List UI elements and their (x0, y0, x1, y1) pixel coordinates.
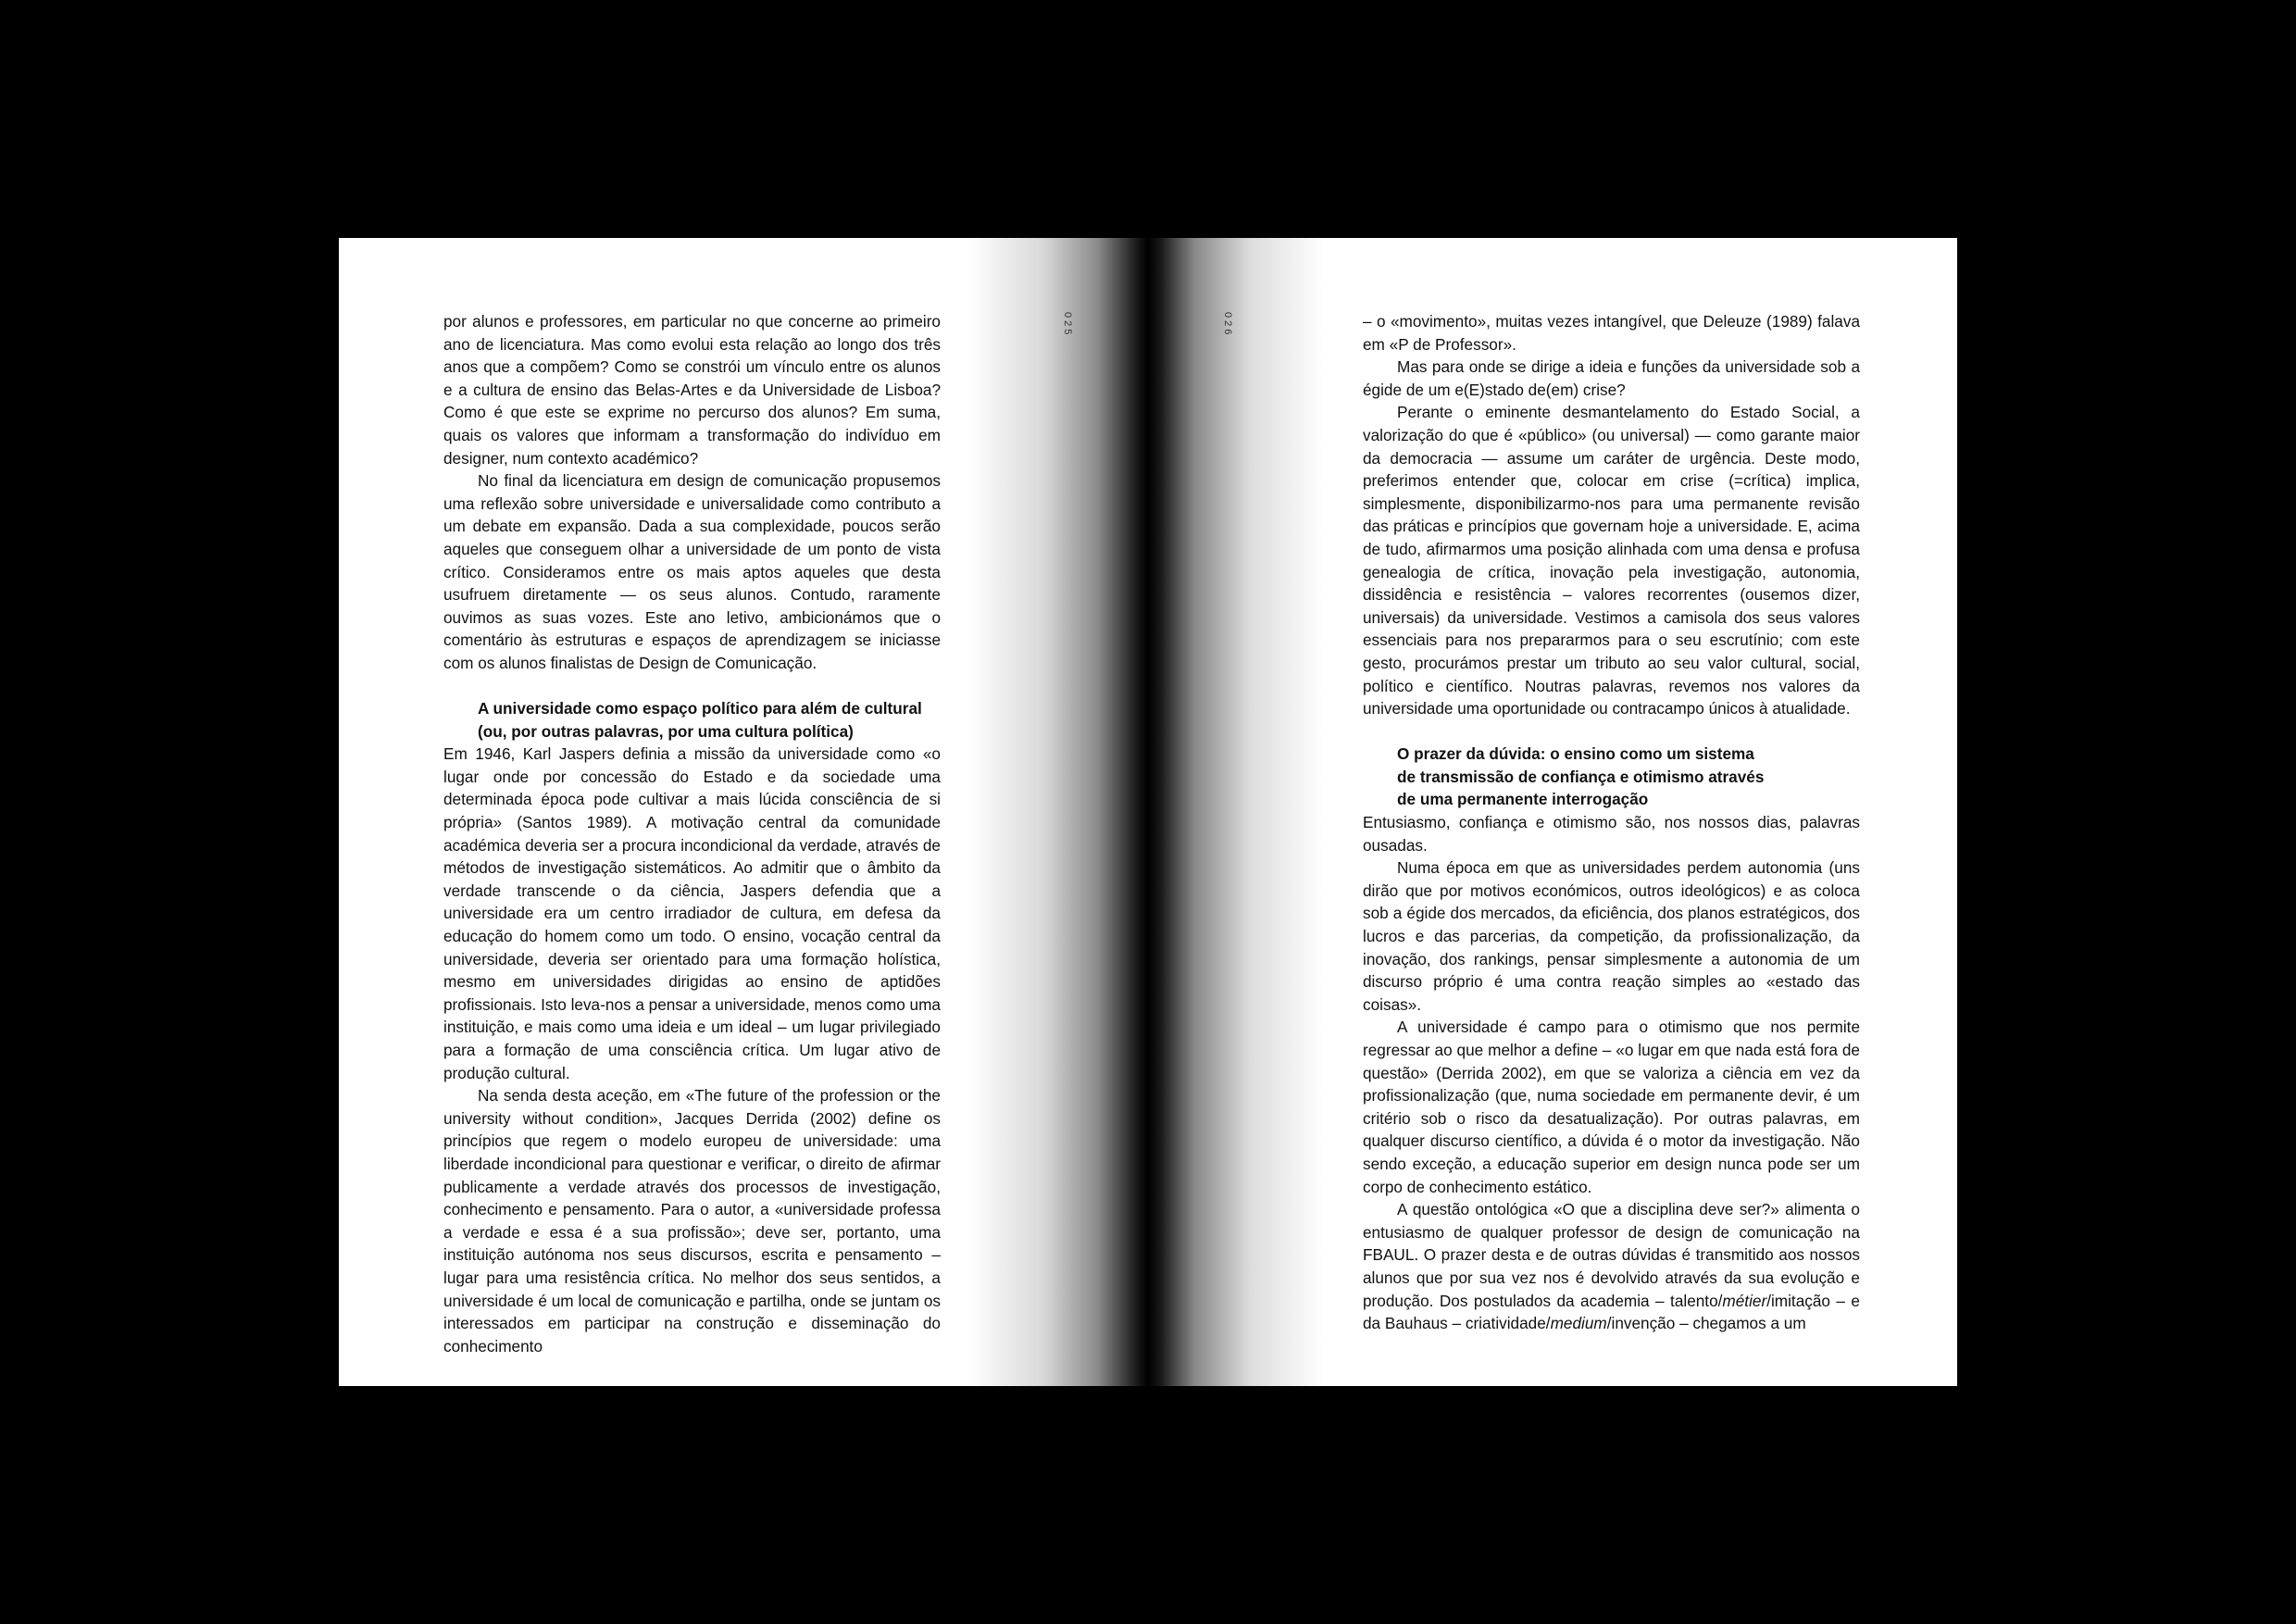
text-run: A questão ontológica «O que a disciplina deve ser?» alimenta o entusiasmo de qualquer professor de design de comunicação na FBAUL. O prazer desta e de outras dúvidas é transmitido aos nossos alunos que por sua vez nos é devolvido através da sua evolução e produção. Dos postulados da academia – talento/ (1363, 1200, 1860, 1310)
paragraph: – o «movimento», muitas vezes intangível, que Deleuze (1989) falava em «P de Professor». (1363, 312, 1860, 354)
heading-line: O prazer da dúvida: o ensino como um sistema (1397, 744, 1754, 764)
text-run: /imitação – e da Bauhaus – criatividade/ (1363, 1291, 1860, 1333)
text-run: /invenção – chegamos a um (1606, 1314, 1806, 1333)
paragraph: Mas para onde se dirige a ideia e funções da universidade sob a égide de um e(E)stado de(em) crise? (1363, 357, 1860, 399)
italic-term: métier (1722, 1291, 1767, 1310)
heading-line: de transmissão de confiança e otimismo através (1397, 767, 1765, 786)
right-page-body (1363, 310, 1860, 1335)
paragraph: por alunos e professores, em particular no que concerne ao primeiro ano de licenciatura. Mas como evolui esta relação ao longo dos três anos que a compõem? Como se constrói um vínculo entre os alunos e a cultura de ensino das Belas-Artes e da Universidade de Lisboa? Como é que este se exprime no percurso dos alunos? Em suma, quais os valores que informam a transformação do indivíduo em designer, num contexto académico? (443, 312, 941, 468)
section-heading (443, 697, 941, 743)
heading-line: de uma permanente interrogação (1397, 790, 1649, 809)
page-number: 026 (1222, 312, 1233, 338)
heading-line: A universidade como espaço político para além de cultural (478, 699, 922, 718)
page-number: 025 (1062, 312, 1073, 338)
heading-line: (ou, por outras palavras, por uma cultura política) (478, 721, 854, 741)
italic-term: medium (1550, 1314, 1607, 1333)
book-spread (339, 238, 1957, 1386)
paragraph: Perante o eminente desmantelamento do Estado Social, a valorização do que é «público» (ou universal) — como garante maior da democracia — assume um caráter de urgência. Deste modo, preferimos entender que, colocar em crise (=crítica) implica, simplesmente, disponibilizarmo-nos para uma permanente revisão das práticas e princípios que governam hoje a universidade. E, acima de tudo, afirmarmos uma posição alinhada com uma densa e profusa genealogia de crítica, inovação pela investigação, autonomia, dissidência e resistência – valores recorrentes (ousemos dizer, universais) da universidade. Vestimos a camisola dos seus valores essenciais para nos prepararmos para o seu escrutínio; com este gesto, procurámos prestar um tributo ao seu valor cultural, social, político e científico. Noutras palavras, revemos nos valores da universidade uma oportunidade ou contracampo únicos à atualidade. (1363, 403, 1860, 718)
paragraph: No final da licenciatura em design de comunicação propusemos uma reflexão sobre universidade e universalidade como contributo a um debate em expansão. Dada a sua complexidade, poucos serão aqueles que conseguem olhar a universidade de um ponto de vista crítico. Consideramos entre os mais aptos aqueles que desta usufruem diretamente — os seus alunos. Contudo, raramente ouvimos as suas vozes. Este ano letivo, ambicionámos que o comentário às estruturas e espaços de aprendizagem se iniciasse com os alunos finalistas de Design de Comunicação. (443, 471, 941, 672)
paragraph: Em 1946, Karl Jaspers definia a missão da universidade como «o lugar onde por concessão do Estado e da sociedade uma determinada época pode cultivar a mais lúcida consciência de si própria» (Santos 1989). A motivação central da comunidade académica deveria ser a procura incondicional da verdade, através de métodos de investigação sistemáticos. Ao admitir que o âmbito da verdade transcende o da ciência, Jaspers defendia que a universidade era um centro irradiador de cultura, em defesa da educação do homem como um todo. O ensino, vocação central da universidade, deveria ser orientado para uma formação holística, mesmo em universidades dirigidas ao ensino de aptidões profissionais. Isto leva-nos a pensar a universidade, menos como uma instituição, e mais como uma ideia e um ideal – um lugar privilegiado para a formação de uma consciência crítica. Um lugar ativo de produção cultural. (443, 744, 941, 1082)
left-page-body (443, 310, 941, 1357)
paragraph (1363, 1198, 1860, 1335)
paragraph: Na senda desta aceção, em «The future of the profession or the university without condition», Jacques Derrida (2002) define os princípios que regem o modelo europeu de universidade: uma liberdade incondicional para questionar e verificar, o direito de afirmar publicamente a verdade através dos processos de investigação, conhecimento e pensamento. Para o autor, a «universidade professa a verdade e essa é a sua profissão»; deve ser, portanto, uma instituição autónoma nos seus discursos, escrita e pensamento – lugar para uma resistência crítica. No melhor dos seus sentidos, a universidade é um local de comunicação e partilha, onde se juntam os interessados em participar na construção e disseminação do conhecimento (443, 1086, 941, 1355)
section-heading (1363, 743, 1860, 811)
paragraph: Entusiasmo, confiança e otimismo são, nos nossos dias, palavras ousadas. (1363, 813, 1860, 855)
left-page (339, 238, 1148, 1386)
paragraph: Numa época em que as universidades perdem autonomia (uns dirão que por motivos económicos, outros ideológicos) e as coloca sob a égide dos mercados, da eficiência, dos planos estratégicos, dos lucros e das parcerias, da competição, da profissionalização, da inovação, dos rankings, pensar simplesmente a autonomia de um discurso próprio é uma contra reação simples ao «estado das coisas». (1363, 858, 1860, 1014)
right-page (1148, 238, 1957, 1386)
paragraph: A universidade é campo para o otimismo que nos permite regressar ao que melhor a define – «o lugar em que nada está fora de questão» (Derrida 2002), em que se valoriza a ciência em vez da profissionalização (que, numa sociedade em permanente devir, é um critério sob o risco da desatualização). Por outras palavras, em qualquer discurso científico, a dúvida é o motor da investigação. Não sendo exceção, a educação superior em design nunca pode ser um corpo de conhecimento estático. (1363, 1018, 1860, 1196)
